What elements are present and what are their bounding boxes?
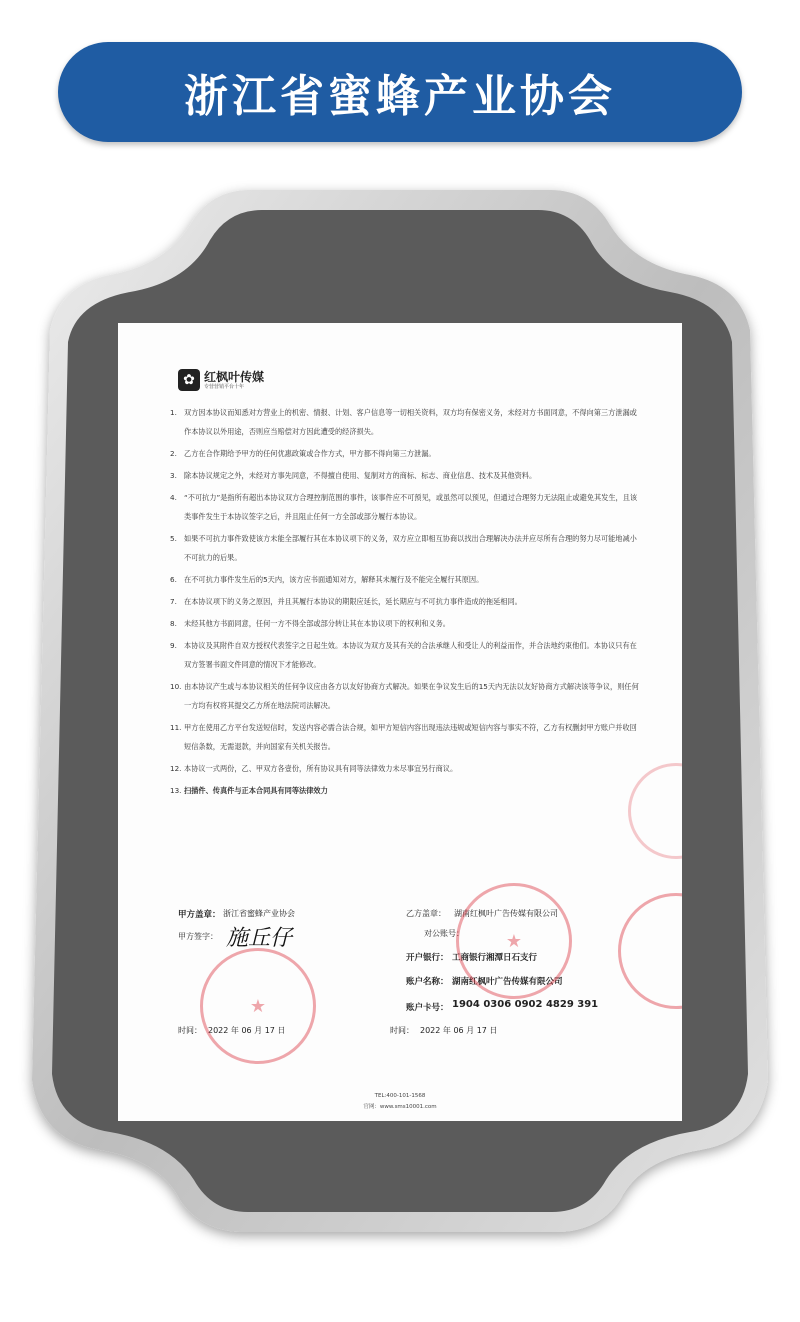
party-b-account-no-label: 账户卡号： [406,1003,449,1013]
party-b-account-label: 对公账号： [424,929,464,938]
clause-item [170,529,640,567]
clause-text: 除本协议规定之外，未经对方事先同意，不得擅自使用、复制对方的商标、标志、商业信息、技术及其他资料。 [184,471,537,480]
party-b-seal-label: 乙方盖章： [406,909,446,918]
clause-text: 乙方在合作期给予甲方的任何优惠政策或合作方式，甲方都不得向第三方泄漏。 [184,449,436,458]
party-a-seal-label: 甲方盖章： [178,910,221,920]
clause-item [170,444,640,463]
clause-list [170,403,640,803]
clause-item [170,759,640,778]
agreement-document [118,323,682,1121]
clause-item [170,592,640,611]
clause-item [170,570,640,589]
clause-number: 3. [170,471,177,480]
party-b-date: 2022 年 06 月 17 日 [420,1026,498,1035]
partial-seal-stamp [618,893,682,1009]
party-a-seal-stamp: ★ [200,948,316,1064]
clause-item [170,466,640,485]
party-b-account-no-value: 1904 0306 0902 4829 391 [452,999,599,1010]
party-b-bank-label: 开户银行： [406,953,449,963]
logo-slogan: 专营营销平台十年 [204,383,245,390]
clause-item [170,781,640,800]
clause-item [170,403,640,441]
clause-number: 6. [170,575,177,584]
banner-title: 浙江省蜜蜂产业协会 [184,71,616,122]
clause-number: 2. [170,449,177,458]
clause-text: 本协议一式两份，乙、甲双方各壹份，所有协议具有同等法律效力未尽事宜另行商议。 [184,764,458,773]
party-a-signature: 施丘仔 [226,926,293,951]
clause-text: 双方因本协议而知悉对方营业上的机密、情报、计划、客户信息等一切相关资料，双方均有保密义务，未经对方书面同意，不得向第三方泄漏或作本协议以外用途，否则应当赔偿对方因此遭受的经济损失。 [184,408,637,436]
clause-number: 4. [170,493,177,502]
clause-number: 12. [170,764,182,773]
clause-item [170,677,640,715]
clause-number: 13. [170,786,182,795]
party-b-account-name-value: 湖南红枫叶广告传媒有限公司 [452,977,563,987]
clause-item [170,636,640,674]
clause-text: 未经其他方书面同意，任何一方不得全部或部分转让其在本协议项下的权利和义务。 [184,619,450,628]
clause-number: 11. [170,723,182,732]
party-a-sign-label: 甲方签字： [178,932,218,941]
party-b-seal-value: 湖南红枫叶广告传媒有限公司 [454,909,558,918]
company-logo [178,369,264,391]
party-b-bank-value: 工商银行湘潭日石支行 [452,953,538,963]
clause-text: 本协议及其附件自双方授权代表签字之日起生效。本协议为双方及其有关的合法承继人和受让人的利益而作，并合法地约束他们。本协议只有在双方签署书面文件同意的情况下才能修改。 [184,641,637,669]
clause-text: “不可抗力”是指所有超出本协议双方合理控制范围的事件，该事件应不可预见，或虽然可以预见，但通过合理努力无法阻止或避免其发生，且该类事件发生于本协议签字之后，并且阻止任何一方全部或部分履行本协议。 [184,493,638,521]
maple-leaf-icon: ✿ [178,369,200,391]
clause-text: 在本协议项下的义务之原因，并且其履行本协议的期限应延长，延长期应与不可抗力事件造成的拖延相同。 [184,597,522,606]
clause-number: 8. [170,619,177,628]
party-b-account-name-label: 账户名称： [406,977,449,987]
party-b-time-label: 时间： [390,1026,414,1035]
clause-text: 如果不可抗力事件致使该方未能全部履行其在本协议项下的义务，双方应立即相互协商以找出合理解决办法并应尽所有合理的努力尽可能地减小不可抗力的后果。 [184,534,637,562]
clause-number: 5. [170,534,177,543]
party-b-seal-stamp: ★ [456,883,572,999]
clause-text: 扫描件、传真件与正本合同具有同等法律效力 [184,786,328,795]
clause-number: 7. [170,597,177,606]
logo-name: 红枫叶传媒 [204,369,265,384]
party-a-seal-value: 浙江省蜜蜂产业协会 [223,909,295,918]
party-a-time-label: 时间： [178,1026,202,1035]
clause-text: 甲方在使用乙方平台发送短信时，发送内容必需合法合规，如甲方短信内容出现违法违规或短信内容与事实不符，乙方有权删封甲方账户并收回短信条数，无需退款，并向国家有关机关报告。 [184,723,637,751]
clause-text: 在不可抗力事件发生后的5天内，该方应书面通知对方，解释其未履行及不能完全履行其原因。 [184,575,484,584]
clause-item [170,614,640,633]
clause-item [170,488,640,526]
footer-web: 官网：www.sms10001.com [363,1104,437,1110]
clause-number: 9. [170,641,177,650]
footer-tel: TEL:400-101-1568 [374,1093,426,1099]
clause-text: 由本协议产生或与本协议相关的任何争议应由各方以友好协商方式解决。如果在争议发生后的15天内无法以友好协商方式解决该等争议，则任何一方均有权将其提交乙方所在地法院司法解决。 [184,682,639,710]
clause-item [170,718,640,756]
clause-number: 1. [170,408,177,417]
party-a-date: 2022 年 06 月 17 日 [208,1026,286,1035]
clause-number: 10. [170,682,182,691]
